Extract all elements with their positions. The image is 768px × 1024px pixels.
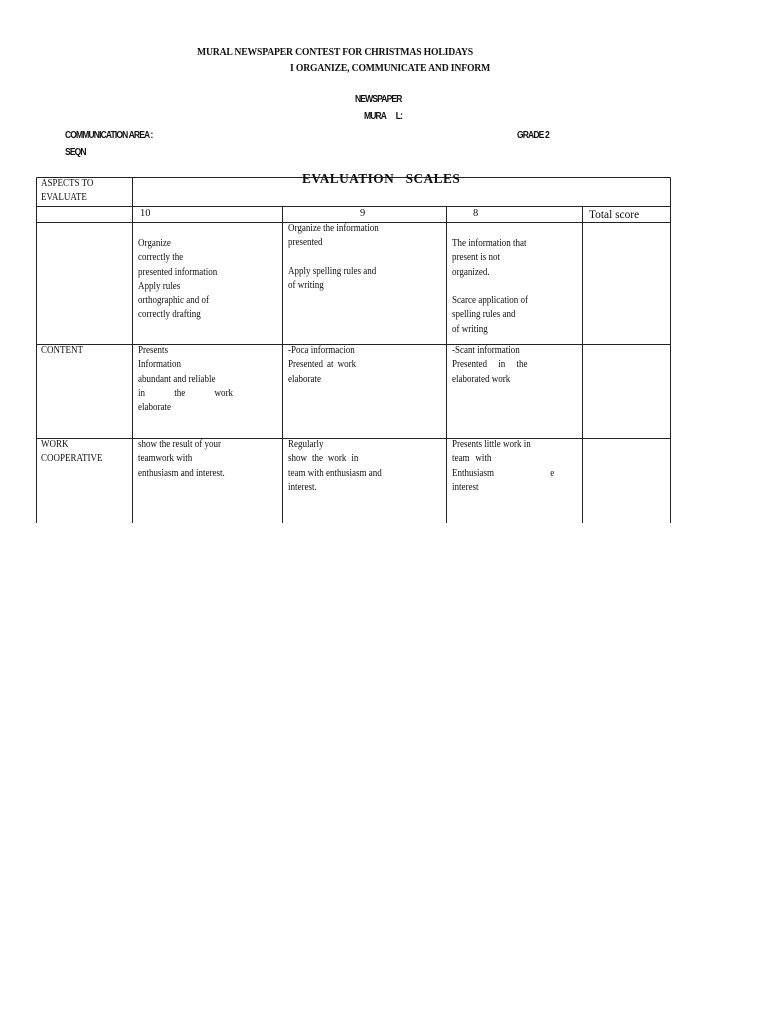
cell-line: team with enthusiasm and bbox=[288, 467, 382, 479]
row3-aspect-cell bbox=[41, 438, 109, 467]
cell-line: enthusiasm and interest. bbox=[138, 467, 225, 479]
score-header-9: 9 bbox=[360, 207, 366, 219]
row3-score10-cell bbox=[138, 438, 234, 481]
cell-line: Enthusiasm e bbox=[452, 467, 555, 479]
row2-score8-cell bbox=[452, 344, 536, 387]
cell-line: of writing bbox=[452, 323, 488, 335]
cell-line: -Scant information bbox=[452, 345, 520, 356]
cell-line: of writing bbox=[288, 280, 324, 292]
row3-score8-cell bbox=[452, 438, 566, 495]
evaluation-scales-title: EVALUATION SCALES bbox=[302, 172, 461, 187]
cell-line bbox=[138, 387, 233, 401]
cell-line: elaborate bbox=[138, 402, 171, 414]
cell-line: presented information bbox=[138, 266, 218, 278]
cell-line: Apply spelling rules and bbox=[288, 265, 377, 277]
communication-area-label: COMMUNICATION AREA : bbox=[65, 130, 153, 141]
cell-line: spelling rules and bbox=[452, 309, 516, 321]
cell-line: Organize the information bbox=[288, 223, 379, 234]
row2-score9-cell bbox=[288, 344, 364, 387]
cell-line: interest. bbox=[288, 481, 317, 493]
cell-line: Presents bbox=[138, 345, 169, 356]
score-header-8: 8 bbox=[473, 207, 479, 219]
cell-line: teamwork with bbox=[138, 453, 193, 465]
justified-line: in the work bbox=[138, 387, 233, 399]
cell-line: The information that bbox=[452, 238, 527, 249]
cell-line: team with bbox=[452, 453, 492, 465]
aspects-header bbox=[41, 177, 99, 204]
cell-line bbox=[452, 280, 528, 294]
cell-line: show the result of your bbox=[138, 439, 221, 450]
cell-line: Presented at work bbox=[288, 359, 357, 371]
document-subtitle: I ORGANIZE, COMMUNICATE AND INFORM bbox=[290, 62, 491, 74]
total-score-header: Total score bbox=[589, 207, 640, 221]
row1-score10-cell bbox=[138, 237, 226, 323]
cell-line: correctly drafting bbox=[138, 309, 201, 321]
section-label: SEQN bbox=[65, 147, 86, 158]
row2-score10-cell bbox=[138, 344, 233, 415]
cell-line: elaborated work bbox=[452, 373, 511, 385]
cell-line: show the work in bbox=[288, 453, 359, 465]
document-title: MURAL NEWSPAPER CONTEST FOR CHRISTMAS HOLIDAYS bbox=[197, 46, 473, 58]
cell-line: orthographic and of bbox=[138, 295, 209, 307]
cell-line: Regularly bbox=[288, 439, 324, 450]
aspects-header-line: ASPECTS TO bbox=[41, 178, 94, 189]
row2-aspect-cell bbox=[41, 344, 88, 358]
cell-line: elaborate bbox=[288, 373, 321, 385]
cell-line: Organize bbox=[138, 238, 171, 249]
cell-line: interest bbox=[452, 481, 479, 493]
aspect-line: CONTENT bbox=[41, 345, 84, 356]
cell-line: abundant and reliable bbox=[138, 373, 216, 385]
cell-line: Apply rules bbox=[138, 280, 181, 292]
cell-line: present is not bbox=[452, 252, 500, 264]
cell-line bbox=[288, 251, 379, 265]
row1-score9-cell bbox=[288, 222, 389, 293]
aspect-line: COOPERATIVE bbox=[41, 453, 103, 465]
cell-line: Scarce application of bbox=[452, 295, 528, 307]
cell-line: Information bbox=[138, 359, 181, 371]
cell-line: correctly the bbox=[138, 252, 184, 264]
cell-line: -Poca informacion bbox=[288, 345, 355, 356]
newspaper-label: NEWSPAPER bbox=[355, 94, 402, 105]
cell-line: Presents little work in bbox=[452, 439, 531, 450]
cell-line: organized. bbox=[452, 266, 490, 278]
cell-line: presented bbox=[288, 237, 323, 249]
mural-label: MURA L: bbox=[364, 111, 403, 122]
aspect-line: WORK bbox=[41, 439, 69, 450]
aspects-header-line: EVALUATE bbox=[41, 191, 87, 203]
row1-score8-cell bbox=[452, 237, 536, 337]
grade-label: GRADE 2 bbox=[517, 130, 549, 141]
cell-line: Presented in the bbox=[452, 359, 528, 371]
row3-score9-cell bbox=[288, 438, 392, 495]
score-header-10: 10 bbox=[140, 207, 151, 219]
